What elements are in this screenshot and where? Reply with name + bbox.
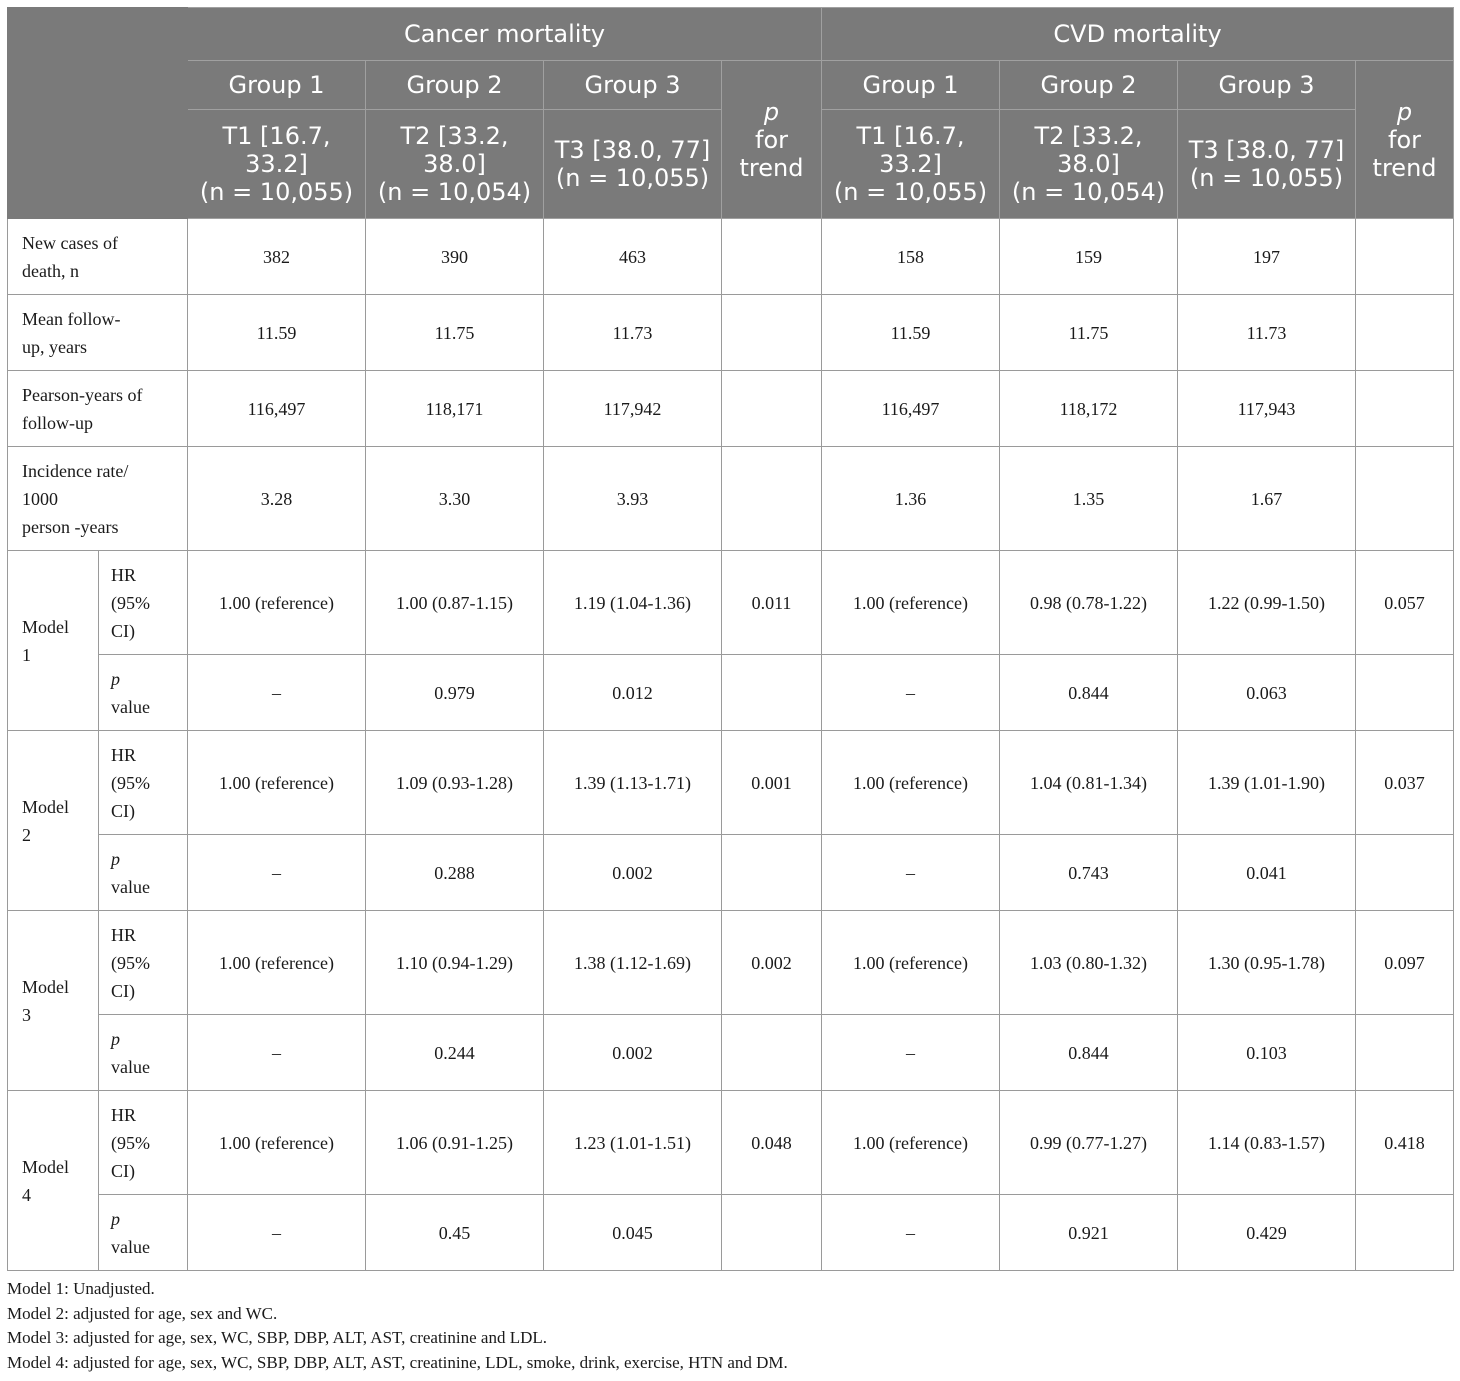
model-3-hr-cvd-group-1: 1.00 (reference) [822, 911, 1000, 1015]
table-row-model-hr [8, 731, 1454, 835]
row-2-cvd-group-3: 11.73 [1178, 295, 1356, 371]
label-line: (95% [111, 952, 150, 973]
model-1-p-cvd-group-1: – [822, 655, 1000, 731]
label-line: value [111, 876, 150, 897]
label-line: up, years [22, 336, 87, 357]
model-1-hr-cvd-group-2: 0.98 (0.78-1.22) [1000, 551, 1178, 655]
model-2-hr-cancer-group-2: 1.09 (0.93-1.28) [366, 731, 544, 835]
model-2-p-cancer-group-1: – [188, 835, 366, 911]
model-1-p-cvd-p-trend [1356, 655, 1454, 731]
hr-sub-label [99, 911, 188, 1015]
model-4-hr-cancer-group-1: 1.00 (reference) [188, 1091, 366, 1195]
model-4-p-cvd-group-3: 0.429 [1178, 1195, 1356, 1271]
model-4-p-cancer-group-1: – [188, 1195, 366, 1271]
row-2-cancer-group-3: 11.73 [544, 295, 722, 371]
model-1-hr-cvd-p-trend: 0.057 [1356, 551, 1454, 655]
label-line: value [111, 1056, 150, 1077]
header-cvd-group-3: Group 3 [1178, 61, 1356, 110]
row-label [8, 295, 188, 371]
table-row-model-hr [8, 1091, 1454, 1195]
model-2-p-cvd-group-2: 0.743 [1000, 835, 1178, 911]
model-3-hr-cancer-group-1: 1.00 (reference) [188, 911, 366, 1015]
row-3-cancer-group-1: 116,497 [188, 371, 366, 447]
model-label [8, 551, 99, 731]
table-row-model-hr [8, 551, 1454, 655]
model-label [8, 911, 99, 1091]
header-cancer-group-1: Group 1 [188, 61, 366, 110]
model-3-hr-cvd-p-trend: 0.097 [1356, 911, 1454, 1015]
header-cancer-tertile-1: T1 [16.7, 33.2] (n = 10,055) [188, 110, 366, 219]
model-3-hr-cancer-group-2: 1.10 (0.94-1.29) [366, 911, 544, 1015]
label-line: Model [22, 796, 69, 817]
row-4-cancer-group-3: 3.93 [544, 447, 722, 551]
label-line: CI) [111, 800, 135, 821]
model-2-p-cvd-group-3: 0.041 [1178, 835, 1356, 911]
model-label [8, 731, 99, 911]
model-4-p-cvd-group-1: – [822, 1195, 1000, 1271]
model-2-hr-cvd-p-trend: 0.037 [1356, 731, 1454, 835]
header-cvd-group-1: Group 1 [822, 61, 1000, 110]
row-1-cvd-group-1: 158 [822, 219, 1000, 295]
model-3-p-cvd-p-trend [1356, 1015, 1454, 1091]
header-cvd-mortality: CVD mortality [822, 8, 1454, 61]
label-line: (95% [111, 772, 150, 793]
label-line: Model [22, 616, 69, 637]
model-4-p-cancer-group-2: 0.45 [366, 1195, 544, 1271]
row-label [8, 219, 188, 295]
model-2-hr-cvd-group-1: 1.00 (reference) [822, 731, 1000, 835]
row-4-cancer-group-1: 3.28 [188, 447, 366, 551]
model-4-hr-cancer-group-2: 1.06 (0.91-1.25) [366, 1091, 544, 1195]
model-4-p-cvd-group-2: 0.921 [1000, 1195, 1178, 1271]
row-3-cvd-group-3: 117,943 [1178, 371, 1356, 447]
label-line: CI) [111, 980, 135, 1001]
model-1-p-cvd-group-3: 0.063 [1178, 655, 1356, 731]
label-line: Model [22, 976, 69, 997]
model-2-p-cancer-group-3: 0.002 [544, 835, 722, 911]
row-1-cancer-group-3: 463 [544, 219, 722, 295]
label-line: CI) [111, 1160, 135, 1181]
row-1-cancer-group-2: 390 [366, 219, 544, 295]
model-1-hr-cancer-group-2: 1.00 (0.87-1.15) [366, 551, 544, 655]
table-row [8, 295, 1454, 371]
row-3-cancer-p-trend [722, 371, 822, 447]
model-1-p-cancer-group-3: 0.012 [544, 655, 722, 731]
label-line: 3 [22, 1004, 31, 1025]
row-1-cvd-group-3: 197 [1178, 219, 1356, 295]
footnote-line: Model 1: Unadjusted. [7, 1279, 155, 1298]
header-cancer-p-for-trend: p for trend [722, 61, 822, 219]
table-row [8, 219, 1454, 295]
header-cvd-tertile-1: T1 [16.7, 33.2] (n = 10,055) [822, 110, 1000, 219]
model-1-p-cancer-p-trend [722, 655, 822, 731]
label-line: value [111, 696, 150, 717]
model-3-hr-cvd-group-2: 1.03 (0.80-1.32) [1000, 911, 1178, 1015]
model-4-hr-cvd-group-2: 0.99 (0.77-1.27) [1000, 1091, 1178, 1195]
row-3-cancer-group-2: 118,171 [366, 371, 544, 447]
table-row-model-p [8, 835, 1454, 911]
row-4-cvd-group-3: 1.67 [1178, 447, 1356, 551]
model-3-p-cancer-group-1: – [188, 1015, 366, 1091]
model-2-hr-cancer-group-3: 1.39 (1.13-1.71) [544, 731, 722, 835]
model-1-hr-cancer-group-1: 1.00 (reference) [188, 551, 366, 655]
footnote-line: Model 3: adjusted for age, sex, WC, SBP, DBP, ALT, AST, creatinine and LDL. [7, 1328, 548, 1347]
model-label [8, 1091, 99, 1271]
header-cancer-mortality: Cancer mortality [188, 8, 822, 61]
row-4-cancer-p-trend [722, 447, 822, 551]
row-2-cancer-p-trend [722, 295, 822, 371]
model-4-p-cvd-p-trend [1356, 1195, 1454, 1271]
header-cancer-group-3: Group 3 [544, 61, 722, 110]
label-line: Pearson-years of [22, 384, 143, 405]
table-body [8, 219, 1454, 1271]
label-line: HR [111, 924, 137, 945]
model-2-p-cancer-p-trend [722, 835, 822, 911]
table-footnotes [7, 1277, 1453, 1375]
model-2-hr-cvd-group-2: 1.04 (0.81-1.34) [1000, 731, 1178, 835]
header-cvd-tertile-3: T3 [38.0, 77] (n = 10,055) [1178, 110, 1356, 219]
label-line: p [111, 1028, 120, 1049]
label-line: 1 [22, 644, 31, 665]
hr-sub-label [99, 731, 188, 835]
table-row-model-p [8, 1195, 1454, 1271]
header-cancer-group-2: Group 2 [366, 61, 544, 110]
label-line: New cases of [22, 232, 118, 253]
model-3-p-cvd-group-1: – [822, 1015, 1000, 1091]
header-cvd-group-2: Group 2 [1000, 61, 1178, 110]
model-1-hr-cvd-group-1: 1.00 (reference) [822, 551, 1000, 655]
row-1-cvd-group-2: 159 [1000, 219, 1178, 295]
row-4-cvd-group-2: 1.35 [1000, 447, 1178, 551]
label-line: HR [111, 1104, 137, 1125]
row-3-cvd-group-2: 118,172 [1000, 371, 1178, 447]
p-value-sub-label [99, 1015, 188, 1091]
row-3-cvd-p-trend [1356, 371, 1454, 447]
row-1-cancer-p-trend [722, 219, 822, 295]
model-2-p-cvd-group-1: – [822, 835, 1000, 911]
model-1-p-cancer-group-1: – [188, 655, 366, 731]
p-value-sub-label [99, 835, 188, 911]
label-line: death, n [22, 260, 79, 281]
model-4-hr-cvd-group-3: 1.14 (0.83-1.57) [1178, 1091, 1356, 1195]
table-row-model-p [8, 655, 1454, 731]
label-line: Model [22, 1156, 69, 1177]
row-1-cancer-group-1: 382 [188, 219, 366, 295]
model-2-p-cancer-group-2: 0.288 [366, 835, 544, 911]
model-1-hr-cvd-group-3: 1.22 (0.99-1.50) [1178, 551, 1356, 655]
label-line: 4 [22, 1184, 31, 1205]
label-line: 1000 [22, 488, 58, 509]
model-4-hr-cvd-p-trend: 0.418 [1356, 1091, 1454, 1195]
row-4-cancer-group-2: 3.30 [366, 447, 544, 551]
results-table-container [7, 7, 1453, 1375]
model-3-hr-cancer-group-3: 1.38 (1.12-1.69) [544, 911, 722, 1015]
mortality-results-table [7, 7, 1454, 1271]
row-4-cvd-p-trend [1356, 447, 1454, 551]
label-line: (95% [111, 592, 150, 613]
model-1-p-cancer-group-2: 0.979 [366, 655, 544, 731]
label-line: Incidence rate/ [22, 460, 129, 481]
label-line: HR [111, 744, 137, 765]
model-1-p-cvd-group-2: 0.844 [1000, 655, 1178, 731]
model-1-hr-cancer-p-trend: 0.011 [722, 551, 822, 655]
row-3-cancer-group-3: 117,942 [544, 371, 722, 447]
model-3-p-cvd-group-3: 0.103 [1178, 1015, 1356, 1091]
row-2-cvd-group-2: 11.75 [1000, 295, 1178, 371]
model-4-p-cancer-group-3: 0.045 [544, 1195, 722, 1271]
label-line: p [111, 848, 120, 869]
model-4-p-cancer-p-trend [722, 1195, 822, 1271]
label-line: HR [111, 564, 137, 585]
label-line: Mean follow- [22, 308, 121, 329]
model-3-hr-cvd-group-3: 1.30 (0.95-1.78) [1178, 911, 1356, 1015]
header-blank-corner [8, 8, 188, 219]
row-3-cvd-group-1: 116,497 [822, 371, 1000, 447]
p-value-sub-label [99, 655, 188, 731]
row-label [8, 371, 188, 447]
label-line: value [111, 1236, 150, 1257]
model-2-p-cvd-p-trend [1356, 835, 1454, 911]
label-line: CI) [111, 620, 135, 641]
model-3-p-cvd-group-2: 0.844 [1000, 1015, 1178, 1091]
table-row [8, 371, 1454, 447]
model-3-p-cancer-p-trend [722, 1015, 822, 1091]
model-1-hr-cancer-group-3: 1.19 (1.04-1.36) [544, 551, 722, 655]
footnote-line: Model 4: adjusted for age, sex, WC, SBP, DBP, ALT, AST, creatinine, LDL, smoke, drink, exercise, HTN and DM. [7, 1352, 788, 1372]
row-2-cvd-p-trend [1356, 295, 1454, 371]
table-row [8, 447, 1454, 551]
row-4-cvd-group-1: 1.36 [822, 447, 1000, 551]
model-2-hr-cvd-group-3: 1.39 (1.01-1.90) [1178, 731, 1356, 835]
model-4-hr-cancer-group-3: 1.23 (1.01-1.51) [544, 1091, 722, 1195]
table-row-model-p [8, 1015, 1454, 1091]
label-line: 2 [22, 824, 31, 845]
hr-sub-label [99, 1091, 188, 1195]
row-2-cancer-group-2: 11.75 [366, 295, 544, 371]
header-cancer-tertile-2: T2 [33.2, 38.0] (n = 10,054) [366, 110, 544, 219]
row-2-cvd-group-1: 11.59 [822, 295, 1000, 371]
p-value-sub-label [99, 1195, 188, 1271]
label-line: person -years [22, 516, 119, 537]
model-3-hr-cancer-p-trend: 0.002 [722, 911, 822, 1015]
table-row-model-hr [8, 911, 1454, 1015]
row-2-cancer-group-1: 11.59 [188, 295, 366, 371]
label-line: p [111, 668, 120, 689]
header-cvd-p-for-trend: p for trend [1356, 61, 1454, 219]
table-header [8, 8, 1454, 219]
header-cvd-tertile-2: T2 [33.2, 38.0] (n = 10,054) [1000, 110, 1178, 219]
model-2-hr-cancer-group-1: 1.00 (reference) [188, 731, 366, 835]
hr-sub-label [99, 551, 188, 655]
footnote-line: Model 2: adjusted for age, sex and WC. [7, 1303, 278, 1323]
row-label [8, 447, 188, 551]
label-line: follow-up [22, 412, 93, 433]
label-line: p [111, 1208, 120, 1229]
model-4-hr-cvd-group-1: 1.00 (reference) [822, 1091, 1000, 1195]
label-line: (95% [111, 1132, 150, 1153]
model-3-p-cancer-group-3: 0.002 [544, 1015, 722, 1091]
header-cancer-tertile-3: T3 [38.0, 77] (n = 10,055) [544, 110, 722, 219]
row-1-cvd-p-trend [1356, 219, 1454, 295]
model-2-hr-cancer-p-trend: 0.001 [722, 731, 822, 835]
model-4-hr-cancer-p-trend: 0.048 [722, 1091, 822, 1195]
model-3-p-cancer-group-2: 0.244 [366, 1015, 544, 1091]
